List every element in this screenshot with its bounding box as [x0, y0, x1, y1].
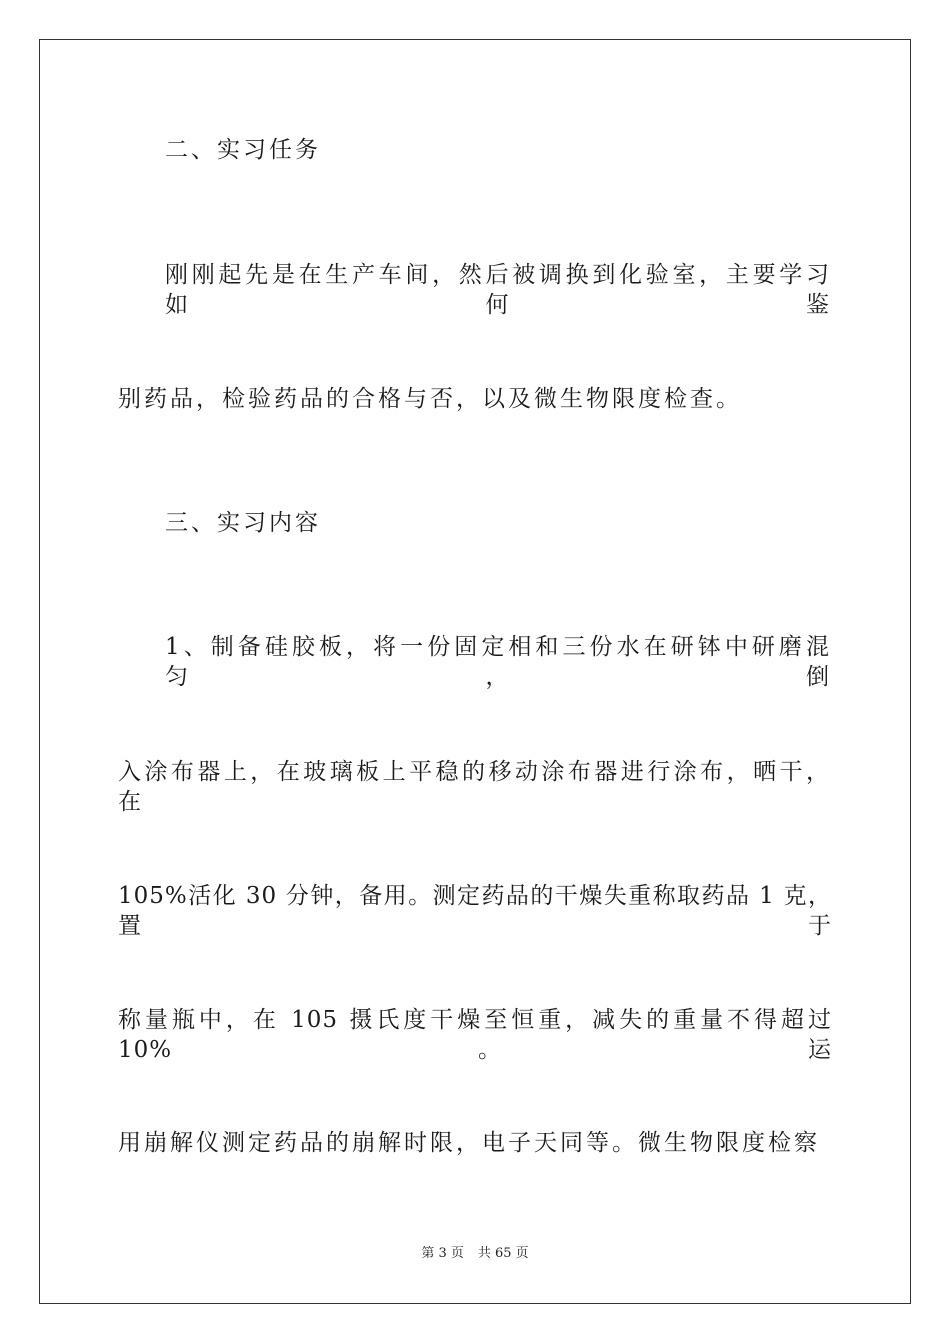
- total-pages: 共 65 页: [477, 1246, 529, 1261]
- paragraph-line: 别药品，检验药品的合格与否，以及微生物限度检查。: [118, 386, 742, 412]
- paragraph-line: 105%活化 30 分钟，备用。测定药品的干燥失重称取药品 1 克，置于: [118, 883, 832, 939]
- paragraph-line: 用崩解仪测定药品的崩解时限，电子天同等。微生物限度检察: [118, 1130, 820, 1156]
- paragraph-line: 1、制备硅胶板，将一份固定相和三份水在研钵中研磨混匀，倒: [165, 634, 832, 690]
- page-footer: [0, 1246, 950, 1262]
- paragraph-line: 称量瓶中，在 105 摄氏度干燥至恒重，减失的重量不得超过 10%。运: [118, 1007, 832, 1063]
- section-heading-content: 三、实习内容: [165, 510, 321, 536]
- paragraph-line: 刚刚起先是在生产车间，然后被调换到化验室，主要学习如何鉴: [165, 262, 832, 318]
- section-heading-tasks: 二、实习任务: [165, 137, 321, 163]
- paragraph-line: 入涂布器上，在玻璃板上平稳的移动涂布器进行涂布，晒干，在: [118, 759, 832, 815]
- page-number: 第 3 页: [421, 1246, 464, 1261]
